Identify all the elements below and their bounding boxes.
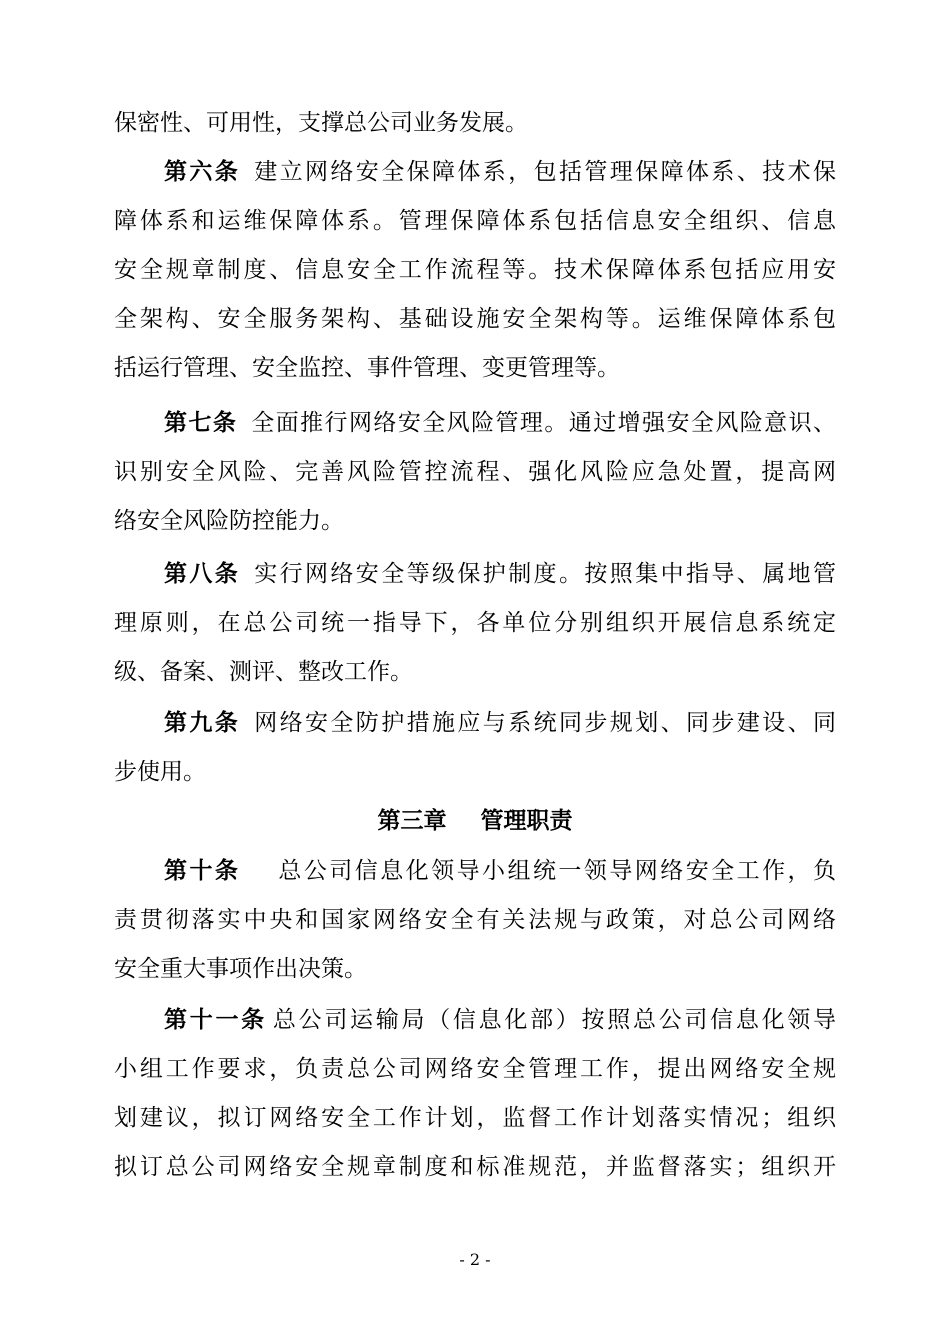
body-line: 识别安全风险、完善风险管控流程、强化风险应急处置，提高网: [114, 459, 836, 485]
article-heading: 第六条: [164, 159, 241, 185]
article-6-line: 第六条 建立网络安全保障体系，包括管理保障体系、技术保: [164, 159, 837, 185]
chapter-title: 管理职责: [480, 808, 573, 834]
article-heading: 第十一条: [164, 1007, 267, 1033]
article-11-line: 第十一条 总公司运输局（信息化部）按照总公司信息化领导: [164, 1007, 837, 1033]
article-heading: 第九条: [164, 710, 241, 736]
body-line: 括运行管理、安全监控、事件管理、变更管理等。: [114, 355, 620, 381]
body-line: 络安全风险防控能力。: [114, 508, 344, 534]
body-line: 安全重大事项作出决策。: [114, 956, 367, 982]
article-7-line: 第七条 全面推行网络安全风险管理。通过增强安全风险意识、: [164, 410, 837, 436]
chapter-number: 第三章: [377, 808, 447, 834]
body-line: 安全规章制度、信息安全工作流程等。技术保障体系包括应用安: [114, 257, 836, 283]
body-line: 拟订总公司网络安全规章制度和标准规范，并监督落实；组织开: [114, 1154, 836, 1180]
body-line: 责贯彻落实中央和国家网络安全有关法规与政策，对总公司网络: [114, 907, 836, 933]
page-number: - 2 -: [459, 1250, 491, 1269]
body-line: 步使用。: [114, 759, 206, 785]
article-9-line: 第九条 网络安全防护措施应与系统同步规划、同步建设、同: [164, 710, 837, 736]
body-line: 级、备案、测评、整改工作。: [114, 659, 413, 685]
body-line: 理原则，在总公司统一指导下，各单位分别组织开展信息系统定: [114, 610, 836, 636]
body-line: 全架构、安全服务架构、基础设施安全架构等。运维保障体系包: [114, 306, 836, 332]
article-10-line: 第十条 总公司信息化领导小组统一领导网络安全工作，负: [164, 858, 836, 884]
body-line: 小组工作要求，负责总公司网络安全管理工作，提出网络安全规: [114, 1056, 836, 1082]
body-line: 障体系和运维保障体系。管理保障体系包括信息安全组织、信息: [114, 208, 836, 234]
article-8-line: 第八条 实行网络安全等级保护制度。按照集中指导、属地管: [164, 561, 837, 587]
body-line: 保密性、可用性，支撑总公司业务发展。: [114, 110, 528, 136]
article-heading: 第八条: [164, 561, 241, 587]
body-line: 划建议，拟订网络安全工作计划，监督工作计划落实情况；组织: [114, 1105, 836, 1131]
chapter-heading: [0, 801, 950, 841]
article-heading: 第七条: [164, 410, 238, 436]
article-heading: 第十条: [164, 858, 241, 884]
